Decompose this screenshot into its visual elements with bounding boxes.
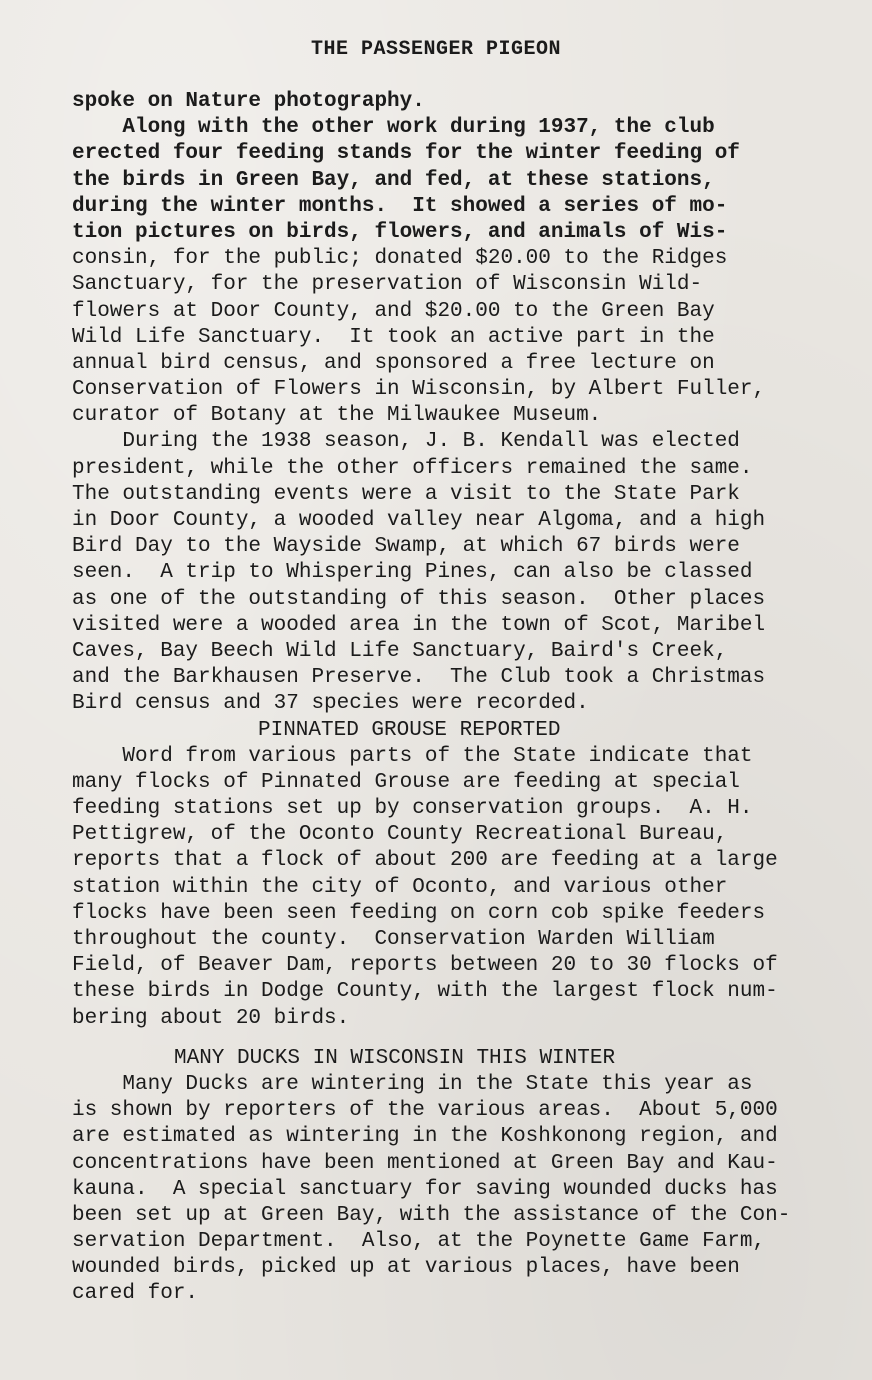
paragraph-line: Bird Day to the Wayside Swamp, at which 67 birds were [72, 535, 740, 559]
paragraph-line: as one of the outstanding of this season. Other places [72, 587, 766, 611]
section-line: bering about 20 birds. [72, 1006, 350, 1030]
section-line: feeding stations set up by conservation groups. A. H. [72, 797, 753, 821]
article-body [72, 89, 842, 1308]
section-line: many flocks of Pinnated Grouse are feeding at special [72, 770, 740, 794]
section-line: station within the city of Oconto, and various other [72, 875, 728, 899]
paragraph-line: consin, for the public; donated $20.00 to the Ridges [72, 247, 728, 271]
paragraph-line: Along with the other work during 1937, the club [72, 116, 715, 140]
paragraph-line: in Door County, a wooded valley near Algoma, and a high [72, 509, 766, 532]
section-line: cared for. [72, 1282, 199, 1306]
paragraph-line: and the Barkhausen Preserve. The Club took a Christmas [72, 666, 766, 690]
paragraph-line: Caves, Bay Beech Wild Life Sanctuary, Baird's Creek, [72, 639, 728, 663]
section-line: Pettigrew, of the Oconto County Recreational Bureau, [72, 823, 728, 847]
paragraph-line: the birds in Green Bay, and fed, at these stations, [72, 168, 715, 192]
section-line: wounded birds, picked up at various places, have been [72, 1256, 740, 1280]
paragraph-line: During the 1938 season, J. B. Kendall was elected [72, 430, 740, 454]
section-line: these birds in Dodge County, with the largest flock num- [72, 980, 778, 1004]
paragraph-line: annual bird census, and sponsored a free lecture on [72, 351, 715, 375]
section-line: is shown by reporters of the various areas. About 5,000 [72, 1099, 778, 1123]
section-line: flocks have been seen feeding on corn cob spike feeders [72, 901, 766, 925]
paragraph-line: flowers at Door County, and $20.00 to the Green Bay [72, 299, 715, 323]
section-spacer [72, 1032, 842, 1046]
section-heading: MANY DUCKS IN WISCONSIN THIS WINTER [174, 1046, 616, 1070]
paragraph-line: Conservation of Flowers in Wisconsin, by Albert Fuller, [72, 378, 766, 402]
section-line: throughout the county. Conservation Warden William [72, 928, 715, 951]
page-header-title: THE PASSENGER PIGEON [310, 38, 562, 61]
section-line: Word from various parts of the State indicate that [72, 744, 753, 768]
paragraph-line: The outstanding events were a visit to the State Park [72, 482, 740, 506]
paragraph-line: spoke on Nature photography. [72, 90, 425, 113]
paragraph-line: Wild Life Sanctuary. It took an active part in the [72, 325, 715, 349]
paragraph-line: visited were a wooded area in the town of Scot, Maribel [72, 613, 766, 637]
section-line: been set up at Green Bay, with the assistance of the Con- [72, 1203, 791, 1227]
paragraph-line: erected four feeding stands for the winter feeding of [72, 142, 740, 166]
section-line: Many Ducks are wintering in the State this year as [72, 1072, 753, 1096]
paragraph-line: tion pictures on birds, flowers, and animals of Wis- [72, 220, 728, 244]
paragraph-line: president, while the other officers remained the same. [72, 456, 753, 480]
paragraph-line: curator of Botany at the Milwaukee Museum. [72, 404, 602, 428]
section-line: servation Department. Also, at the Poynette Game Farm, [72, 1230, 766, 1254]
paragraph-line: during the winter months. It showed a series of mo- [72, 194, 728, 218]
paragraph-line: Sanctuary, for the preservation of Wisconsin Wild- [72, 273, 703, 297]
section-line: Field, of Beaver Dam, reports between 20 to 30 flocks of [72, 954, 778, 978]
section-line: kauna. A special sanctuary for saving wounded ducks has [72, 1177, 778, 1201]
paragraph-line: seen. A trip to Whispering Pines, can also be classed [72, 561, 753, 585]
section-line: reports that a flock of about 200 are feeding at a large [72, 849, 778, 873]
paragraph-line: Bird census and 37 species were recorded. [72, 692, 589, 716]
section-line: concentrations have been mentioned at Green Bay and Kau- [72, 1151, 778, 1175]
section-line: are estimated as wintering in the Koshkonong region, and [72, 1125, 778, 1149]
section-heading: PINNATED GROUSE REPORTED [258, 718, 561, 742]
